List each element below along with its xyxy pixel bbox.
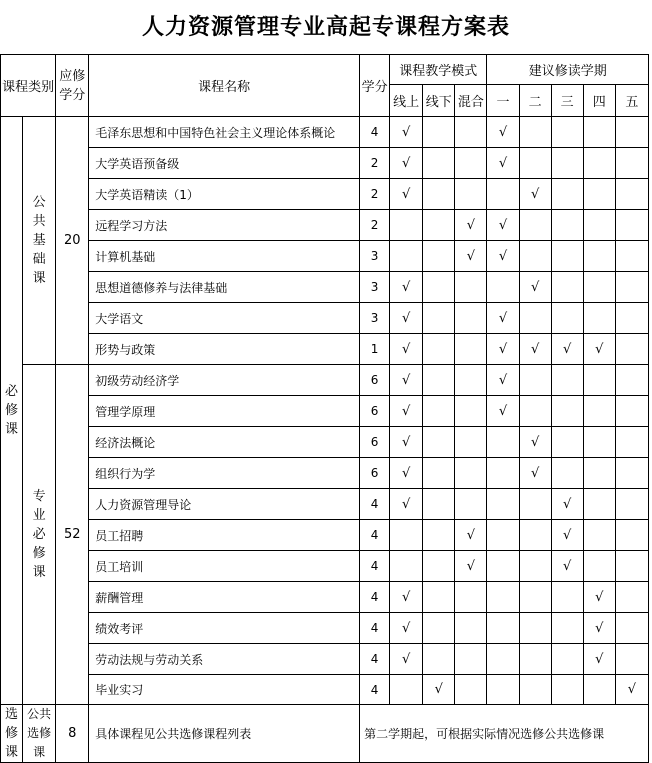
semester-4-cell <box>583 520 615 551</box>
mode-online-cell: √ <box>390 334 423 365</box>
semester-3-cell: √ <box>551 334 583 365</box>
table-row <box>1 365 649 396</box>
mode-online-cell: √ <box>390 365 423 396</box>
course-credit: 4 <box>360 582 390 613</box>
semester-1-cell: √ <box>487 210 519 241</box>
mode-mixed-cell <box>455 489 487 520</box>
mode-mixed-cell <box>455 458 487 489</box>
semester-5-cell <box>615 489 648 520</box>
semester-1-cell: √ <box>487 303 519 334</box>
course-name: 经济法概论 <box>89 427 360 458</box>
table-row <box>1 582 649 613</box>
semester-2-cell <box>519 582 551 613</box>
mode-offline-cell <box>423 272 455 303</box>
semester-5-cell <box>615 148 648 179</box>
semester-3-cell <box>551 458 583 489</box>
mode-online-cell <box>390 551 423 582</box>
semester-4-cell <box>583 210 615 241</box>
course-name: 计算机基础 <box>89 241 360 272</box>
semester-5-cell <box>615 210 648 241</box>
table-row <box>1 303 649 334</box>
semester-3-cell <box>551 613 583 644</box>
semester-5-cell <box>615 582 648 613</box>
mode-offline-cell <box>423 489 455 520</box>
table-row <box>1 427 649 458</box>
table-row <box>1 148 649 179</box>
semester-2-cell: √ <box>519 458 551 489</box>
mode-mixed-cell <box>455 644 487 675</box>
semester-3-cell: √ <box>551 489 583 520</box>
mode-online-cell: √ <box>390 489 423 520</box>
group-public-basic-label: 公共基础课 <box>23 117 56 365</box>
semester-5-cell <box>615 551 648 582</box>
semester-3-cell <box>551 675 583 705</box>
semester-3-cell <box>551 427 583 458</box>
semester-2-cell <box>519 148 551 179</box>
course-name: 思想道德修养与法律基础 <box>89 272 360 303</box>
semester-5-cell <box>615 241 648 272</box>
semester-3-cell <box>551 148 583 179</box>
semester-4-cell <box>583 396 615 427</box>
mode-online-cell <box>390 520 423 551</box>
mode-mixed-cell <box>455 334 487 365</box>
course-credit: 2 <box>360 148 390 179</box>
mode-offline-cell <box>423 551 455 582</box>
semester-1-cell: √ <box>487 148 519 179</box>
semester-1-cell <box>487 582 519 613</box>
header-semester-4: 四 <box>583 85 615 117</box>
semester-4-cell: √ <box>583 644 615 675</box>
semester-2-cell: √ <box>519 334 551 365</box>
mode-mixed-cell: √ <box>455 241 487 272</box>
semester-2-cell <box>519 210 551 241</box>
semester-4-cell <box>583 489 615 520</box>
semester-4-cell <box>583 117 615 148</box>
mode-mixed-cell <box>455 675 487 705</box>
semester-1-cell <box>487 272 519 303</box>
semester-3-cell: √ <box>551 520 583 551</box>
course-credit: 4 <box>360 520 390 551</box>
elective-note: 第二学期起，可根据实际情况选修公共选修课 <box>360 705 649 763</box>
semester-3-cell <box>551 272 583 303</box>
course-name: 人力资源管理导论 <box>89 489 360 520</box>
group-elective-label: 选修课 <box>1 705 23 763</box>
semester-4-cell <box>583 303 615 334</box>
course-name: 管理学原理 <box>89 396 360 427</box>
semester-5-cell <box>615 272 648 303</box>
semester-4-cell <box>583 365 615 396</box>
semester-4-cell <box>583 179 615 210</box>
mode-mixed-cell <box>455 148 487 179</box>
mode-online-cell: √ <box>390 644 423 675</box>
table-row <box>1 458 649 489</box>
semester-1-cell: √ <box>487 396 519 427</box>
mode-mixed-cell: √ <box>455 210 487 241</box>
semester-5-cell <box>615 334 648 365</box>
mode-mixed-cell <box>455 179 487 210</box>
semester-2-cell <box>519 675 551 705</box>
mode-offline-cell <box>423 179 455 210</box>
semester-5-cell <box>615 303 648 334</box>
semester-1-cell <box>487 179 519 210</box>
semester-2-cell <box>519 520 551 551</box>
semester-2-cell <box>519 551 551 582</box>
course-credit: 4 <box>360 117 390 148</box>
mode-offline-cell <box>423 365 455 396</box>
semester-1-cell <box>487 551 519 582</box>
semester-2-cell <box>519 117 551 148</box>
course-name: 大学语文 <box>89 303 360 334</box>
semester-4-cell <box>583 551 615 582</box>
semester-2-cell <box>519 613 551 644</box>
mode-online-cell: √ <box>390 458 423 489</box>
semester-3-cell <box>551 644 583 675</box>
course-credit: 4 <box>360 613 390 644</box>
mode-mixed-cell <box>455 582 487 613</box>
course-credit: 3 <box>360 272 390 303</box>
semester-1-cell: √ <box>487 117 519 148</box>
header-teaching-mode: 课程教学模式 <box>390 55 487 85</box>
semester-3-cell <box>551 117 583 148</box>
semester-2-cell <box>519 489 551 520</box>
mode-online-cell: √ <box>390 613 423 644</box>
table-row <box>1 117 649 148</box>
semester-5-cell <box>615 179 648 210</box>
header-required-credits: 应修学分 <box>56 55 89 117</box>
table-row-elective <box>1 705 649 763</box>
semester-4-cell <box>583 427 615 458</box>
course-credit: 2 <box>360 179 390 210</box>
group-major-required-credits: 52 <box>56 365 89 705</box>
group-major-required-label: 专业必修课 <box>23 365 56 705</box>
mode-mixed-cell <box>455 613 487 644</box>
semester-3-cell <box>551 396 583 427</box>
semester-3-cell <box>551 210 583 241</box>
course-credit: 2 <box>360 210 390 241</box>
table-row <box>1 675 649 705</box>
header-semester-1: 一 <box>487 85 519 117</box>
table-row <box>1 489 649 520</box>
mode-offline-cell: √ <box>423 675 455 705</box>
course-credit: 1 <box>360 334 390 365</box>
semester-3-cell: √ <box>551 551 583 582</box>
table-row <box>1 334 649 365</box>
table-row <box>1 644 649 675</box>
course-name: 劳动法规与劳动关系 <box>89 644 360 675</box>
semester-1-cell <box>487 644 519 675</box>
mode-mixed-cell <box>455 427 487 458</box>
semester-5-cell <box>615 117 648 148</box>
course-credit: 6 <box>360 396 390 427</box>
mode-online-cell: √ <box>390 117 423 148</box>
group-public-basic-credits: 20 <box>56 117 89 365</box>
course-name: 大学英语精读（1） <box>89 179 360 210</box>
mode-offline-cell <box>423 241 455 272</box>
semester-5-cell <box>615 613 648 644</box>
semester-5-cell <box>615 520 648 551</box>
semester-1-cell <box>487 427 519 458</box>
semester-1-cell: √ <box>487 241 519 272</box>
mode-online-cell: √ <box>390 427 423 458</box>
course-credit: 6 <box>360 427 390 458</box>
semester-4-cell: √ <box>583 334 615 365</box>
table-row <box>1 520 649 551</box>
table-row <box>1 613 649 644</box>
mode-online-cell: √ <box>390 272 423 303</box>
semester-1-cell <box>487 489 519 520</box>
mode-mixed-cell <box>455 365 487 396</box>
course-credit: 3 <box>360 303 390 334</box>
mode-offline-cell <box>423 303 455 334</box>
elective-course-text: 具体课程见公共选修课程列表 <box>89 705 360 763</box>
mode-offline-cell <box>423 117 455 148</box>
semester-2-cell <box>519 365 551 396</box>
semester-2-cell <box>519 396 551 427</box>
header-mode-offline: 线下 <box>423 85 455 117</box>
mode-mixed-cell <box>455 396 487 427</box>
semester-3-cell <box>551 303 583 334</box>
mode-online-cell: √ <box>390 179 423 210</box>
course-name: 初级劳动经济学 <box>89 365 360 396</box>
table-row <box>1 272 649 303</box>
course-name: 远程学习方法 <box>89 210 360 241</box>
semester-4-cell <box>583 272 615 303</box>
semester-2-cell: √ <box>519 272 551 303</box>
header-semester-3: 三 <box>551 85 583 117</box>
semester-3-cell <box>551 365 583 396</box>
semester-4-cell <box>583 675 615 705</box>
mode-online-cell <box>390 241 423 272</box>
mode-offline-cell <box>423 582 455 613</box>
header-course-name: 课程名称 <box>89 55 360 117</box>
semester-2-cell: √ <box>519 427 551 458</box>
semester-3-cell <box>551 241 583 272</box>
mode-online-cell: √ <box>390 396 423 427</box>
course-name: 形势与政策 <box>89 334 360 365</box>
course-name: 大学英语预备级 <box>89 148 360 179</box>
semester-4-cell: √ <box>583 582 615 613</box>
table-row <box>1 210 649 241</box>
mode-mixed-cell: √ <box>455 520 487 551</box>
mode-offline-cell <box>423 458 455 489</box>
semester-1-cell <box>487 675 519 705</box>
semester-1-cell: √ <box>487 365 519 396</box>
mode-online-cell: √ <box>390 303 423 334</box>
mode-offline-cell <box>423 427 455 458</box>
semester-5-cell: √ <box>615 675 648 705</box>
mode-mixed-cell <box>455 303 487 334</box>
group-public-elective-label: 公共选修课 <box>23 705 56 763</box>
semester-4-cell: √ <box>583 613 615 644</box>
course-credit: 4 <box>360 675 390 705</box>
course-name: 员工招聘 <box>89 520 360 551</box>
course-credit: 4 <box>360 551 390 582</box>
semester-2-cell <box>519 644 551 675</box>
mode-online-cell <box>390 675 423 705</box>
semester-4-cell <box>583 241 615 272</box>
course-credit: 4 <box>360 644 390 675</box>
course-plan-table <box>0 54 649 763</box>
mode-offline-cell <box>423 210 455 241</box>
course-credit: 3 <box>360 241 390 272</box>
table-row <box>1 179 649 210</box>
group-required-label: 必修课 <box>1 117 23 705</box>
semester-5-cell <box>615 458 648 489</box>
semester-1-cell <box>487 458 519 489</box>
header-mode-mixed: 混合 <box>455 85 487 117</box>
course-name: 薪酬管理 <box>89 582 360 613</box>
semester-4-cell <box>583 458 615 489</box>
mode-mixed-cell <box>455 117 487 148</box>
header-semester-5: 五 <box>615 85 648 117</box>
semester-5-cell <box>615 365 648 396</box>
semester-2-cell <box>519 241 551 272</box>
header-mode-online: 线上 <box>390 85 423 117</box>
semester-1-cell <box>487 520 519 551</box>
page-title: 人力资源管理专业高起专课程方案表 <box>141 14 510 40</box>
mode-offline-cell <box>423 396 455 427</box>
mode-online-cell: √ <box>390 148 423 179</box>
mode-offline-cell <box>423 520 455 551</box>
header-credit: 学分 <box>360 55 390 117</box>
mode-offline-cell <box>423 613 455 644</box>
semester-2-cell: √ <box>519 179 551 210</box>
semester-5-cell <box>615 644 648 675</box>
course-name: 员工培训 <box>89 551 360 582</box>
semester-4-cell <box>583 148 615 179</box>
mode-mixed-cell: √ <box>455 551 487 582</box>
course-name: 毛泽东思想和中国特色社会主义理论体系概论 <box>89 117 360 148</box>
course-name: 组织行为学 <box>89 458 360 489</box>
semester-5-cell <box>615 396 648 427</box>
mode-offline-cell <box>423 148 455 179</box>
semester-3-cell <box>551 179 583 210</box>
header-suggested-semester: 建议修读学期 <box>487 55 649 85</box>
table-row <box>1 241 649 272</box>
semester-1-cell: √ <box>487 334 519 365</box>
semester-5-cell <box>615 427 648 458</box>
semester-1-cell <box>487 613 519 644</box>
header-semester-2: 二 <box>519 85 551 117</box>
group-public-elective-credits: 8 <box>56 705 89 763</box>
semester-3-cell <box>551 582 583 613</box>
mode-mixed-cell <box>455 272 487 303</box>
course-credit: 6 <box>360 458 390 489</box>
semester-2-cell <box>519 303 551 334</box>
mode-offline-cell <box>423 334 455 365</box>
mode-online-cell <box>390 210 423 241</box>
table-row <box>1 551 649 582</box>
header-category: 课程类别 <box>1 55 56 117</box>
table-row <box>1 396 649 427</box>
mode-online-cell: √ <box>390 582 423 613</box>
course-name: 毕业实习 <box>89 675 360 705</box>
course-name: 绩效考评 <box>89 613 360 644</box>
mode-offline-cell <box>423 644 455 675</box>
course-credit: 4 <box>360 489 390 520</box>
course-credit: 6 <box>360 365 390 396</box>
